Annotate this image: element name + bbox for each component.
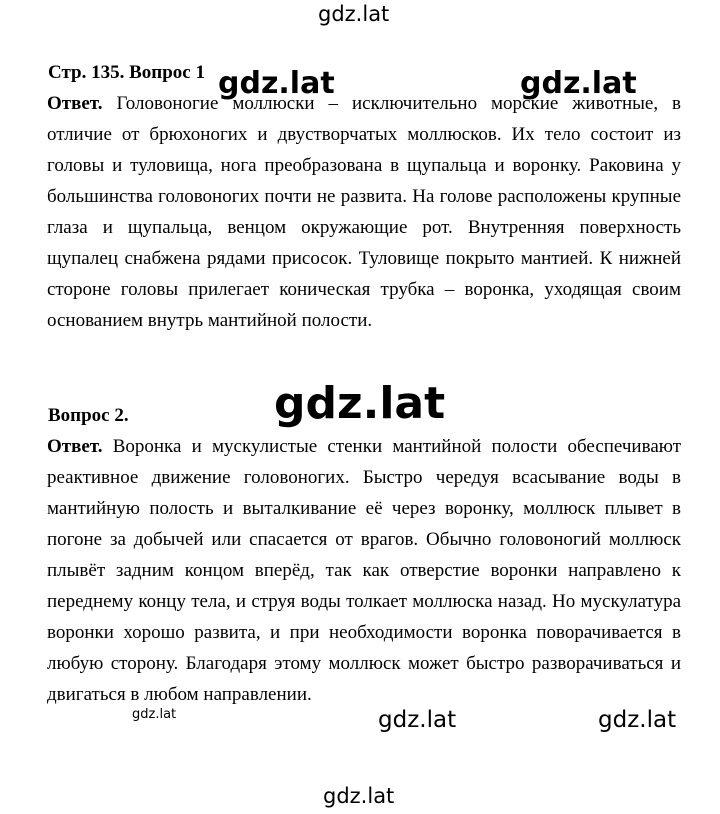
watermark-middle: gdz.lat: [274, 378, 446, 429]
watermark-footer: gdz.lat: [323, 784, 395, 808]
answer-text: Головоногие моллюски – исключительно морские животные, в отличие от брюхоногих и двустворчатых моллюсков. Их тело состоит из головы и туловища, нога преобразована в щупальца и воронку. Раковина у большинства головоногих почти не развита. На голове расположены крупные глаза и щупальца, венцом окружающие рот. Внутренняя поверхность щупалец снабжена рядами присосок. Туловище покрыто мантией. К нижней стороне головы прилегает коническая трубка – воронка, уходящая своим основанием внутрь мантийной полости.: [47, 93, 682, 331]
question-1-answer: [47, 88, 681, 336]
watermark-bottom-left: gdz.lat: [378, 707, 457, 733]
question-2-heading: Вопрос 2.: [48, 405, 129, 426]
question-2-answer: [47, 431, 681, 710]
answer-text: Воронка и мускулистые стенки мантийной полости обеспечивают реактивное движение головоногих. Быстро чередуя всасывание воды в мантийную полость и выталкивание её через воронку, моллюск плывет в погоне за добычей или спасается от врагов. Обычно головоногий моллюск плывёт задним концом вперёд, так как отверстие воронки направлено к переднему концу тела, и струя воды толкает моллюска назад. Но мускулатура воронки хорошо развита, и при необходимости воронка поворачивается в любую сторону. Благодаря этому моллюск может быстро разворачиваться и двигаться в любом направлении.: [47, 436, 682, 705]
watermark-bottom-right: gdz.lat: [598, 707, 677, 733]
watermark-header-right: gdz.lat: [520, 66, 637, 101]
watermark-top: gdz.lat: [318, 2, 390, 26]
watermark-small: gdz.lat: [132, 707, 177, 722]
answer-label: Ответ.: [47, 93, 103, 114]
answer-label: Ответ.: [47, 436, 103, 457]
question-1-heading: Стр. 135. Вопрос 1: [48, 62, 205, 83]
watermark-header-left: gdz.lat: [218, 66, 335, 101]
